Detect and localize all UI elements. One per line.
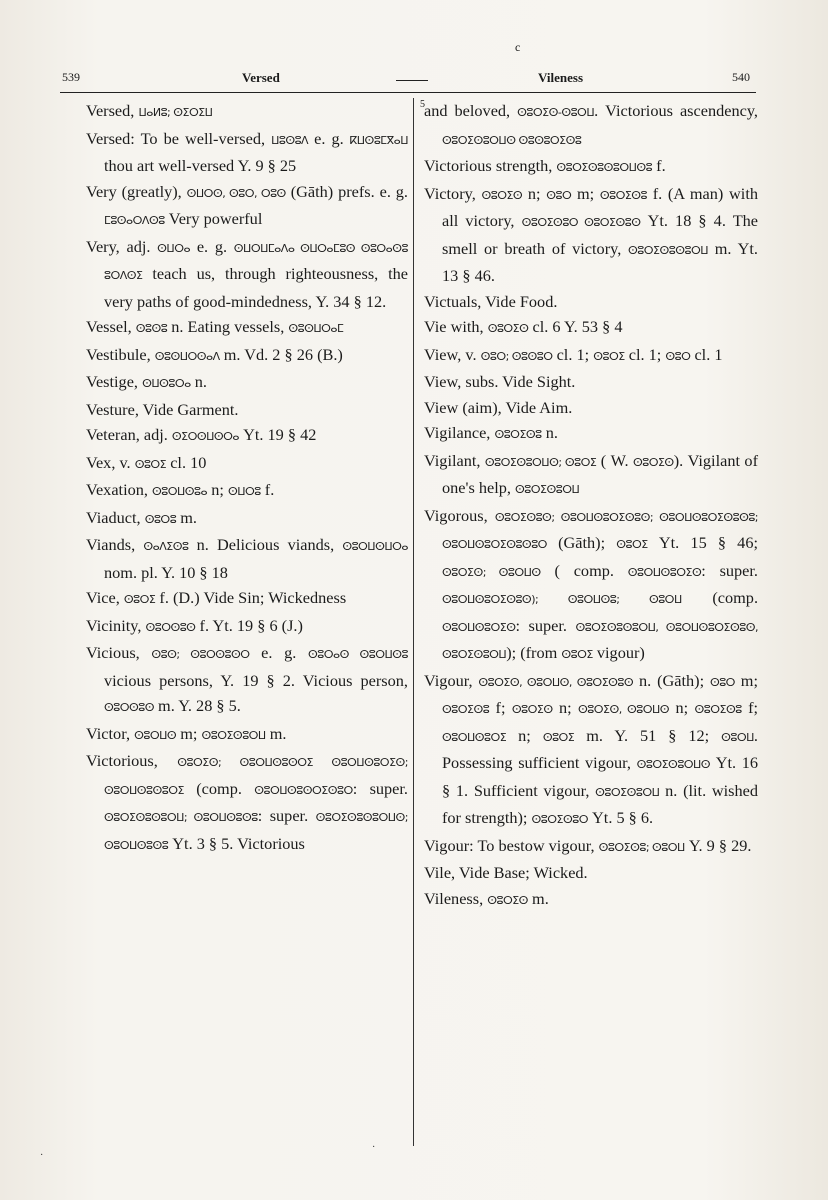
avestan-form: ⵙⵓⵔⵉⵙⵓⵙⵓⵔⵡ; ⵙⵓⵔⵡⵙⵓⵙⵓ — [104, 811, 258, 824]
entry-text: f. Yt. 19 § 6 (J.) — [195, 615, 303, 635]
avestan-form: ⵙⵡⵔⴰ — [157, 241, 191, 255]
speck-mark: · — [372, 1142, 376, 1153]
avestan-form: ⵙⵓⵔⵉⵙⵓ — [494, 428, 542, 441]
dictionary-entry — [86, 234, 408, 315]
entry-text: Yt. 19 § 42 — [239, 425, 317, 444]
avestan-form: ⵙⵓⵔⵉⵙⵓ — [442, 703, 490, 716]
avestan-form: ⵙⵓⵙⵓ — [135, 322, 168, 335]
guide-word-right: Vileness — [538, 70, 584, 85]
entry-text: Victorious strength, — [424, 156, 557, 175]
entry-text: Vigilant, — [424, 450, 485, 470]
avestan-form: ⵙⵓⵔ — [546, 188, 572, 202]
entry-text: Vex, v. — [86, 452, 135, 472]
entry-text: Vie with, — [424, 317, 488, 336]
dictionary-entry — [86, 585, 408, 613]
entry-text: ). Vigilant of one's help, — [442, 450, 758, 497]
avestan-form: ⵙⵓⵔⵡⵙ — [134, 728, 177, 742]
entry-text: . Possessing sufficient vigour, — [442, 725, 758, 772]
avestan-form: ⵙⵓⵔⵙⵓⵙ — [104, 701, 154, 714]
avestan-form: ⵙⵓⵔⵉⵙ; ⵙⵓⵔⵡⵙⵓⵙⵔⵉ ⵙⵓⵔⵡⵙⵓⵔⵉⵙ; ⵙⵓⵔⵡⵙⵓⵙⵓⵔⵉ — [104, 756, 408, 797]
entry-text: Victorious, — [86, 751, 178, 770]
entry-text: Vestige, — [86, 372, 143, 391]
avestan-form: ⵡⵓⵙⵓⴷ — [271, 133, 309, 147]
entry-text: cl. 1 — [690, 344, 723, 364]
avestan-form: ⵙⵓⵔⵉⵙⵓⵙⵓⵔⵡⵙ; ⵙⵓⵔⵡⵙⵓⵙⵓ — [104, 811, 409, 852]
margin-numeral: 5 — [420, 99, 425, 110]
entry-text: nom. pl. Y. 10 § 18 — [104, 562, 228, 582]
avestan-form: ⵙⵡⵔⵓ — [227, 485, 261, 498]
entry-text: Vigour: To bestow vigour, — [424, 835, 599, 855]
avestan-form: ⵙⵓⵔⵉⵙⵓ — [694, 703, 742, 716]
avestan-form: ⵙⵓⵔⵡⵙⵓⵔⵉⵙⵓⵙ); ⵙⵓⵔⵡⵙⵓ; ⵙⵓⵔⵡ — [442, 593, 682, 606]
entry-text: cl. 1; — [552, 344, 594, 364]
avestan-form: ⵙⴰⴷⵉⵙⵓ — [143, 540, 189, 553]
dictionary-entry — [86, 342, 408, 370]
entry-text: n. Eating vessels, — [167, 317, 289, 336]
entry-text: Very powerful — [164, 209, 263, 228]
dictionary-entry — [424, 833, 758, 861]
avestan-form: ⵙⵓⵔⵡⵙⵓⵔⵉⵙ — [442, 620, 516, 634]
dictionary-entry — [86, 422, 408, 450]
avestan-form: ⵡⴰⵍⵓ; ⵙⵉⵔⵉⵡ — [138, 106, 213, 119]
avestan-form: ⵙⵡⵙⵓⵔⴰ — [142, 377, 191, 390]
avestan-form: ⵙⵓⵔⵉⵙⵓⵙⵓⵔⵡⵙⵓ — [556, 161, 653, 174]
avestan-form: ⵙⵓⵔ — [665, 349, 691, 363]
entry-text: and beloved, — [424, 101, 518, 120]
entry-text: ); (from — [506, 643, 562, 662]
entry-text: teach us, through righteousness, the very paths of good-mindedness, Y. 34 § 12. — [104, 264, 408, 311]
entry-text: Versed: To be well-versed, — [86, 128, 272, 148]
entry-text: Vicious, — [86, 643, 152, 662]
avestan-form: ⵙⵓⵔⵉ — [542, 730, 575, 744]
dictionary-entry — [424, 860, 758, 886]
entry-text: Very, adj. — [86, 236, 158, 256]
entry-text: cl. 1; — [624, 344, 666, 364]
avestan-form: ⵙⵓⵔⵉⵙ — [481, 188, 523, 202]
dictionary-entry — [86, 98, 408, 126]
entry-text: Victuals, Vide Food. — [424, 291, 558, 311]
entry-text: Versed, — [86, 101, 139, 120]
entry-text: Y. 9 § 29. — [684, 835, 752, 855]
entry-text: Vesture, Vide Garment. — [86, 399, 239, 419]
entry-text: n; — [669, 698, 695, 717]
avestan-form: ⵙⵓⵔⵉⵙⵓⵔⵡ — [201, 728, 266, 742]
entry-text: Yt. 3 § 5. Victorious — [168, 833, 305, 853]
avestan-form: ⵙⵓⵔⵉⵙ, ⵙⵓⵔⵡⵙ, ⵙⵓⵔⵉⵙⵓⵙ — [478, 675, 634, 689]
entry-text: Victory, — [424, 183, 482, 203]
avestan-form: ⵙⵓⵔⵉ — [616, 538, 648, 551]
dictionary-entry — [424, 395, 758, 421]
avestan-form: ⵙⵓⵔⵙⵓⵙ — [145, 620, 196, 634]
entry-text: f. — [260, 480, 275, 499]
avestan-form: ⵙⵓⵔⵉ — [561, 648, 593, 661]
entry-text: m. — [265, 723, 287, 743]
entry-text: e. g. — [308, 128, 350, 148]
entry-text: n. (lit. wished for strength); — [442, 780, 759, 827]
entry-text: thou art well-versed Y. 9 § 25 — [104, 156, 297, 175]
entry-text: n. — [190, 372, 207, 391]
header-rule — [60, 92, 756, 93]
guide-word-left: Versed — [242, 70, 280, 85]
entry-text: Victor, — [86, 723, 135, 743]
entry-text: Veteran, adj. — [86, 425, 172, 444]
right-column — [424, 98, 758, 913]
entry-text: m; — [176, 723, 202, 743]
dictionary-entry — [86, 450, 408, 478]
dictionary-entry — [86, 532, 408, 585]
avestan-form: ⵙⵓⵔⵉⵙⵓ — [599, 188, 648, 202]
dictionary-entry — [86, 369, 408, 397]
entry-text: Viaduct, — [86, 507, 145, 527]
entry-text: m. — [527, 888, 549, 908]
entry-text: f; — [741, 698, 759, 717]
entry-text: cl. 6 Y. 53 § 4 — [528, 317, 623, 336]
dictionary-entry — [86, 640, 408, 721]
entry-text: m. Yt. 13 § 46. — [442, 238, 758, 285]
avestan-form: ⵙⵓⵔⵡⵙⵓⵔⵉ — [442, 730, 507, 744]
avestan-form: ⵙⵓⵔⵡ — [721, 730, 754, 744]
dictionary-entry — [424, 420, 758, 448]
avestan-form: ⵙⵓⵔⵉⵙⵓⵔⵡⵙ ⵙⵓⵙⵓⵔⵉⵙⵓ — [442, 133, 582, 147]
entry-text: m. Y. 51 § 12; — [574, 725, 722, 745]
entry-text: f; — [489, 698, 512, 717]
dictionary-entry — [424, 886, 758, 914]
entry-text: . Victorious ascendency, — [594, 101, 758, 120]
entry-text: n; — [207, 480, 228, 499]
dictionary-entry — [86, 613, 408, 641]
avestan-form: ⵙⵓⵔⵉⵙⵓⵙ; ⵙⵓⵔⵡⵙⵓⵔⵉⵙⵓⵙ; ⵙⵓⵔⵡⵙⵓⵔⵉⵙⵓⵙⵓ; ⵙⵓⵔⵡⵙⵓⵔⵉⵙⵓⵙⵓⵔ — [442, 510, 759, 551]
entry-text: (Gāth) prefs. e. g. — [285, 181, 408, 201]
dictionary-entry — [86, 477, 408, 505]
avestan-form: ⵙⵓⵔⵉⵙ — [487, 322, 529, 335]
dictionary-entry — [424, 289, 758, 315]
avestan-form: ⵙⵡⵔⵙ, ⵙⵓⵔ, ⵔⵓⵙ — [186, 186, 286, 200]
speck-mark: · — [40, 1150, 44, 1161]
avestan-form: ⵙⵓⵔⵉ — [134, 457, 167, 471]
entry-text: f. (D.) Vide Sin; Wickedness — [155, 588, 347, 607]
avestan-form: ⵙⵓⵔⴰⵙ ⵙⵓⵔⵡⵙⵓ — [308, 648, 408, 661]
dictionary-entry — [424, 448, 758, 503]
avestan-form: ⵙⵓⵔⵉⵙ — [632, 455, 674, 469]
entry-text: Vessel, — [86, 317, 136, 336]
entry-text: Vice, — [86, 588, 124, 607]
entry-text: Vestibule, — [86, 344, 155, 364]
entry-text: Yt. 15 § 46; — [647, 533, 758, 552]
avestan-form: ⵙⵉⵔⵙⵡⵙⵔⴰ — [171, 430, 240, 443]
entry-text: n; — [522, 183, 547, 203]
entry-text: ( W. — [596, 450, 633, 470]
avestan-form: ⵙⵓⵔⵡⵙⵡⵔⴰ — [342, 540, 408, 553]
header-dash — [396, 80, 428, 81]
entry-text: n; — [552, 698, 579, 717]
dictionary-entry — [424, 369, 758, 395]
avestan-form: ⵙⵓⵔ; ⵙⵓⵙⵓⵔ — [480, 349, 553, 363]
avestan-form: ⵙⵡⵔⵡⵎⴰⴷⴰ ⵙⵡⵔⴰⵎⵓⵙ ⵙⵓⵔⴰⵙⵓ ⵓⵔⴷⵙⵉ — [104, 241, 409, 282]
entry-text: Very (greatly), — [86, 181, 187, 201]
running-header — [60, 70, 760, 92]
avestan-form: ⵙⵓⵔⵉⵙ; ⵙⵓⵔⵡⵙ — [442, 565, 541, 579]
avestan-form: ⵙⵓⵔⵉⵙⵓⵔⵡⵙ; ⵙⵓⵔⵉ — [484, 455, 597, 469]
top-mark: c — [515, 40, 521, 54]
entry-text: View, v. — [424, 344, 481, 364]
dictionary-entry — [86, 505, 408, 533]
avestan-form: ⵙⵓⵔⵉⵙⵓⵔⵡ — [515, 483, 580, 496]
entry-text: n. (Gāth); — [633, 670, 710, 690]
entry-text: Vigorous, — [424, 505, 495, 525]
avestan-form: ⵙⵓⵔⵉⵙⵓⵔⵡ — [595, 785, 660, 799]
entry-text: Vigilance, — [424, 423, 495, 442]
entry-text: (comp. — [183, 778, 255, 798]
avestan-form: ⵎⵓⵙⴰⵔⴷⵙⵓ — [104, 214, 165, 227]
avestan-form: ⵙⵓⵔ — [709, 675, 735, 689]
dictionary-entry — [86, 721, 408, 749]
entry-text: Viands, — [86, 535, 144, 554]
avestan-form: ⵙⵓⵔⵡⵙⵓⵔⵉⵙ — [627, 565, 702, 579]
entry-text: m. — [176, 507, 197, 527]
avestan-form: ⵙⵓⵔⵉⵙ — [511, 703, 553, 716]
entry-text: Vileness, — [424, 888, 488, 908]
entry-text: ( comp. — [540, 560, 628, 580]
entry-text: View (aim), Vide Aim. — [424, 397, 573, 417]
avestan-form: ⵙⵓⵙⵡⵔⴰⵎ — [288, 322, 344, 335]
dictionary-entry — [86, 179, 408, 234]
entry-text: cl. 10 — [166, 452, 207, 472]
entry-text: Vicinity, — [86, 615, 146, 635]
column-divider — [413, 98, 414, 1146]
avestan-form: ⵙⵓⵔⵡⵙⵓⴰ — [152, 485, 208, 498]
avestan-form: ⵙⵓⵔⵉⵙⵓⵙⵓⵔⵡ, ⵙⵓⵔⵡⵙⵓⵔⵉⵙⵓⵙ, ⵙⵓⵔⵉⵙⵓⵔⵡ — [442, 620, 758, 661]
entry-text: : super. — [515, 615, 576, 635]
avestan-form: ⵙⵓⵔⵉⵙⵓⵔ ⵙⵓⵔⵉⵙⵓⵙ — [521, 216, 641, 229]
dictionary-entry — [86, 314, 408, 342]
avestan-form: ⵙⵓⵔⵓ — [144, 512, 177, 526]
entry-text: e. g. — [249, 643, 309, 662]
entry-text: View, subs. Vide Sight. — [424, 372, 576, 391]
entry-text: f. (A man) with all victory, — [442, 183, 758, 230]
avestan-form: ⵙⵓⵔⵉⵙⵓ; ⵙⵓⵔⵡ — [598, 840, 685, 854]
dictionary-entry — [86, 126, 408, 179]
entry-text: Vexation, — [86, 480, 153, 499]
left-column — [86, 98, 408, 858]
entry-text: m. Y. 28 § 5. — [153, 696, 241, 715]
entry-text: f. — [652, 156, 666, 175]
avestan-form: ⵙⵓⵙⵡⵔⵙⴰⴷ — [154, 349, 220, 363]
entry-text: m. Vd. 2 § 26 (B.) — [219, 344, 343, 364]
dictionary-entry — [86, 397, 408, 423]
dictionary-entry — [424, 314, 758, 342]
avestan-form: ⵙⵓⵔⵡⵙⵓⵙⵔⵉⵙⵓⵔ — [254, 783, 353, 797]
entry-text: n; — [506, 725, 543, 745]
page-number-left: 539 — [62, 70, 80, 84]
entry-text: Yt. 5 § 6. — [587, 808, 654, 827]
avestan-form: ⵙⵓⵔⵉ — [593, 349, 625, 363]
dictionary-entry — [424, 153, 758, 181]
avestan-form: ⵙⵓⵔⵉⵙ-ⵙⵓⵔⵡ — [517, 106, 595, 119]
avestan-form: ⵙⵓⵔⵉ — [123, 593, 156, 606]
entry-text: Vile, Vide Base; Wicked. — [424, 863, 588, 882]
dictionary-entry — [424, 668, 758, 833]
dictionary-entry — [424, 181, 758, 289]
avestan-form: ⵙⵓⵔⵉⵙⵓⵔⵡⵙ — [636, 758, 711, 771]
avestan-form: ⵙⵓⵔⵉⵙⵓⵔ — [531, 813, 588, 826]
entry-text: vicious persons, Y. 19 § 2. Vicious person, — [104, 670, 408, 690]
entry-text: m; — [734, 670, 758, 690]
entry-text: : super. — [257, 806, 316, 825]
entry-text: : super. — [701, 560, 759, 580]
page-number-right: 540 — [732, 70, 750, 84]
entry-text: n. — [541, 423, 558, 442]
entry-text: e. g. — [190, 236, 234, 256]
avestan-form: ⵙⵓⵔⵉⵙ, ⵙⵓⵔⵡⵙ — [578, 703, 670, 716]
entry-text: Yt. 18 § 4. The smell or breath of victory, — [442, 211, 759, 258]
avestan-form: ⵙⵓⵔⵉⵙⵓⵙⵓⵔⵡ — [628, 243, 708, 257]
avestan-form: ⵙⵓⵙ; ⵙⵓⵔⵙⵓⵙⵔ — [151, 648, 250, 661]
avestan-form: ⴽⵡⵙⵓⵎⴳⴰⵡ — [349, 133, 408, 147]
dictionary-entry — [424, 98, 758, 153]
avestan-form: ⵙⵓⵔⵉⵙ — [487, 893, 528, 907]
dictionary-entry — [424, 342, 758, 370]
dictionary-entry — [86, 748, 408, 858]
entry-text: Vigour, — [424, 670, 479, 690]
entry-text: vigour) — [592, 643, 645, 662]
entry-text: : super. — [352, 778, 408, 798]
entry-text: (Gāth); — [546, 533, 617, 552]
entry-text: Yt. 16 § 1. Sufficient vigour, — [442, 753, 758, 800]
entry-text: (comp. — [681, 588, 759, 607]
entry-text: m; — [571, 183, 600, 203]
entry-text: n. Delicious viands, — [188, 535, 343, 554]
dictionary-entry — [424, 503, 758, 668]
